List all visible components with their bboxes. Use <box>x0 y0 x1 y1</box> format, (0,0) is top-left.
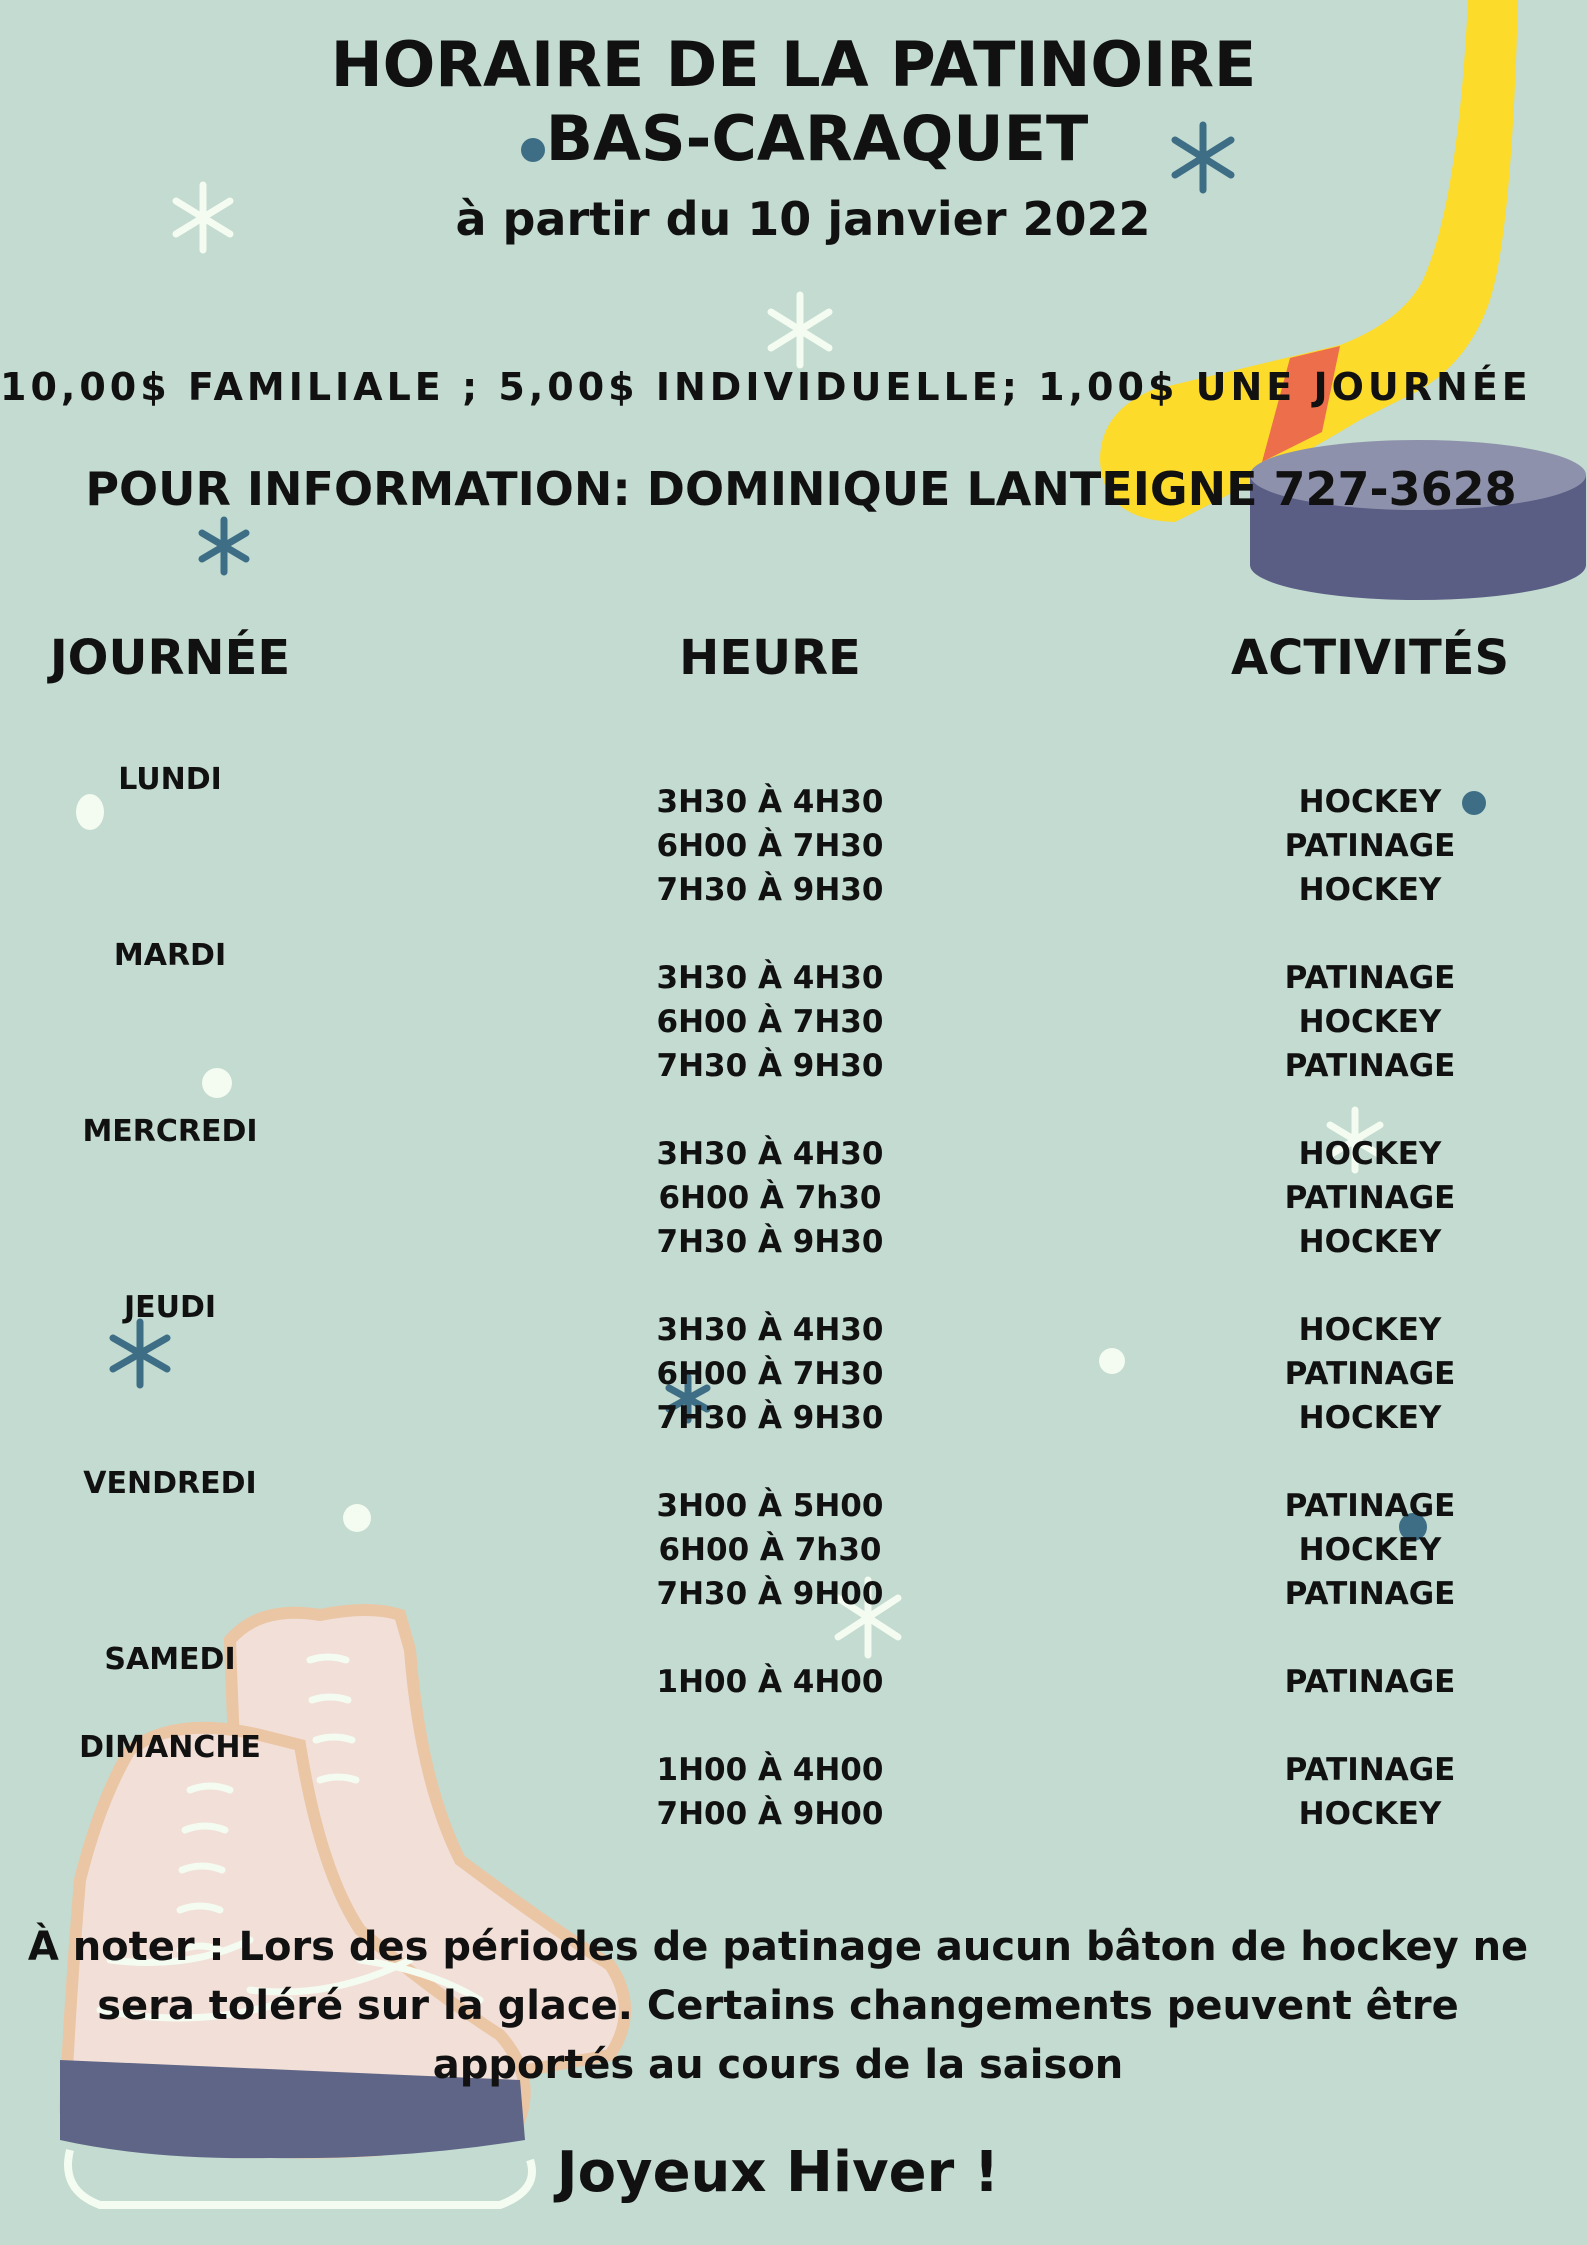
activities-mardi <box>1170 956 1570 1088</box>
activity-item: HOCKEY <box>1298 1400 1442 1436</box>
time-slot: 7H30 À 9H30 <box>656 872 884 908</box>
time-slot: 6H00 À 7H30 <box>656 1356 884 1392</box>
column-header-activity: ACTIVITÉS <box>1230 630 1510 686</box>
activities-samedi <box>1170 1660 1570 1704</box>
time-slot: 3H00 À 5H00 <box>656 1488 884 1524</box>
page-title: HORAIRE DE LA PATINOIRE <box>330 28 1257 101</box>
time-slot: 6H00 À 7H30 <box>656 1004 884 1040</box>
time-slot: 3H30 À 4H30 <box>656 1312 884 1348</box>
time-slot: 6H00 À 7h30 <box>658 1180 882 1216</box>
time-slot: 3H30 À 4H30 <box>656 960 884 996</box>
time-slot: 6H00 À 7H30 <box>656 828 884 864</box>
activity-item: PATINAGE <box>1284 1048 1456 1084</box>
activities-lundi <box>1170 780 1570 912</box>
activity-item: HOCKEY <box>1298 1004 1442 1040</box>
column-header-day: JOURNÉE <box>49 630 291 686</box>
day-label-jeudi: JEUDI <box>123 1290 217 1325</box>
time-slots-mardi <box>570 956 970 1088</box>
closing-greeting: Joyeux Hiver ! <box>556 2140 1000 2205</box>
time-slot: 7H00 À 9H00 <box>656 1796 884 1832</box>
activity-item: HOCKEY <box>1298 1224 1442 1260</box>
activities-mercredi <box>1170 1132 1570 1264</box>
time-slot: 7H30 À 9H30 <box>656 1224 884 1260</box>
ice-skates-icon <box>60 1610 625 2205</box>
activity-item: PATINAGE <box>1284 1576 1456 1612</box>
day-label-lundi: LUNDI <box>118 762 222 797</box>
time-slot: 1H00 À 4H00 <box>656 1752 884 1788</box>
activity-item: HOCKEY <box>1298 1796 1442 1832</box>
activity-item: PATINAGE <box>1284 1356 1456 1392</box>
price-list: 10,00$ FAMILIALE ; 5,00$ INDIVIDUELLE; 1,00$ UNE JOURNÉE <box>0 365 1532 409</box>
page-title-location: BAS-CARAQUET <box>545 102 1089 175</box>
time-slots-jeudi <box>570 1308 970 1440</box>
activity-item: HOCKEY <box>1298 1312 1442 1348</box>
time-slot: 7H30 À 9H30 <box>656 1400 884 1436</box>
activity-item: HOCKEY <box>1298 1532 1442 1568</box>
time-slots-lundi <box>570 780 970 912</box>
time-slot: 7H30 À 9H00 <box>656 1576 884 1612</box>
time-slots-mercredi <box>570 1132 970 1264</box>
contact-info: POUR INFORMATION: DOMINIQUE LANTEIGNE 727-3628 <box>85 462 1517 516</box>
time-slots-dimanche <box>570 1748 970 1836</box>
start-date: à partir du 10 janvier 2022 <box>455 192 1151 246</box>
activity-item: PATINAGE <box>1284 1488 1456 1524</box>
time-slot: 3H30 À 4H30 <box>656 784 884 820</box>
activity-item: PATINAGE <box>1284 960 1456 996</box>
day-label-samedi: SAMEDI <box>104 1642 236 1677</box>
time-slot: 6H00 À 7h30 <box>658 1532 882 1568</box>
day-label-mercredi: MERCREDI <box>82 1114 258 1149</box>
day-label-vendredi: VENDREDI <box>83 1466 257 1501</box>
time-slots-samedi <box>570 1660 970 1704</box>
activity-item: HOCKEY <box>1298 1136 1442 1172</box>
time-slot: 1H00 À 4H00 <box>656 1664 884 1700</box>
activities-dimanche <box>1170 1748 1570 1836</box>
notice-text: À noter : Lors des périodes de patinage aucun bâton de hockey ne sera toléré sur la glace. Certains changements peuvent être apportés au cours de la saison <box>27 1924 1529 2088</box>
column-header-time: HEURE <box>679 630 861 686</box>
day-label-mardi: MARDI <box>113 938 227 973</box>
time-slot: 3H30 À 4H30 <box>656 1136 884 1172</box>
activity-item: HOCKEY <box>1298 784 1442 820</box>
activity-item: HOCKEY <box>1298 872 1442 908</box>
activity-item: PATINAGE <box>1284 828 1456 864</box>
day-label-dimanche: DIMANCHE <box>79 1730 261 1765</box>
activity-item: PATINAGE <box>1284 1180 1456 1216</box>
activities-vendredi <box>1170 1484 1570 1616</box>
time-slot: 7H30 À 9H30 <box>656 1048 884 1084</box>
activity-item: PATINAGE <box>1284 1752 1456 1788</box>
activity-item: PATINAGE <box>1284 1664 1456 1700</box>
activities-jeudi <box>1170 1308 1570 1440</box>
time-slots-vendredi <box>570 1484 970 1616</box>
